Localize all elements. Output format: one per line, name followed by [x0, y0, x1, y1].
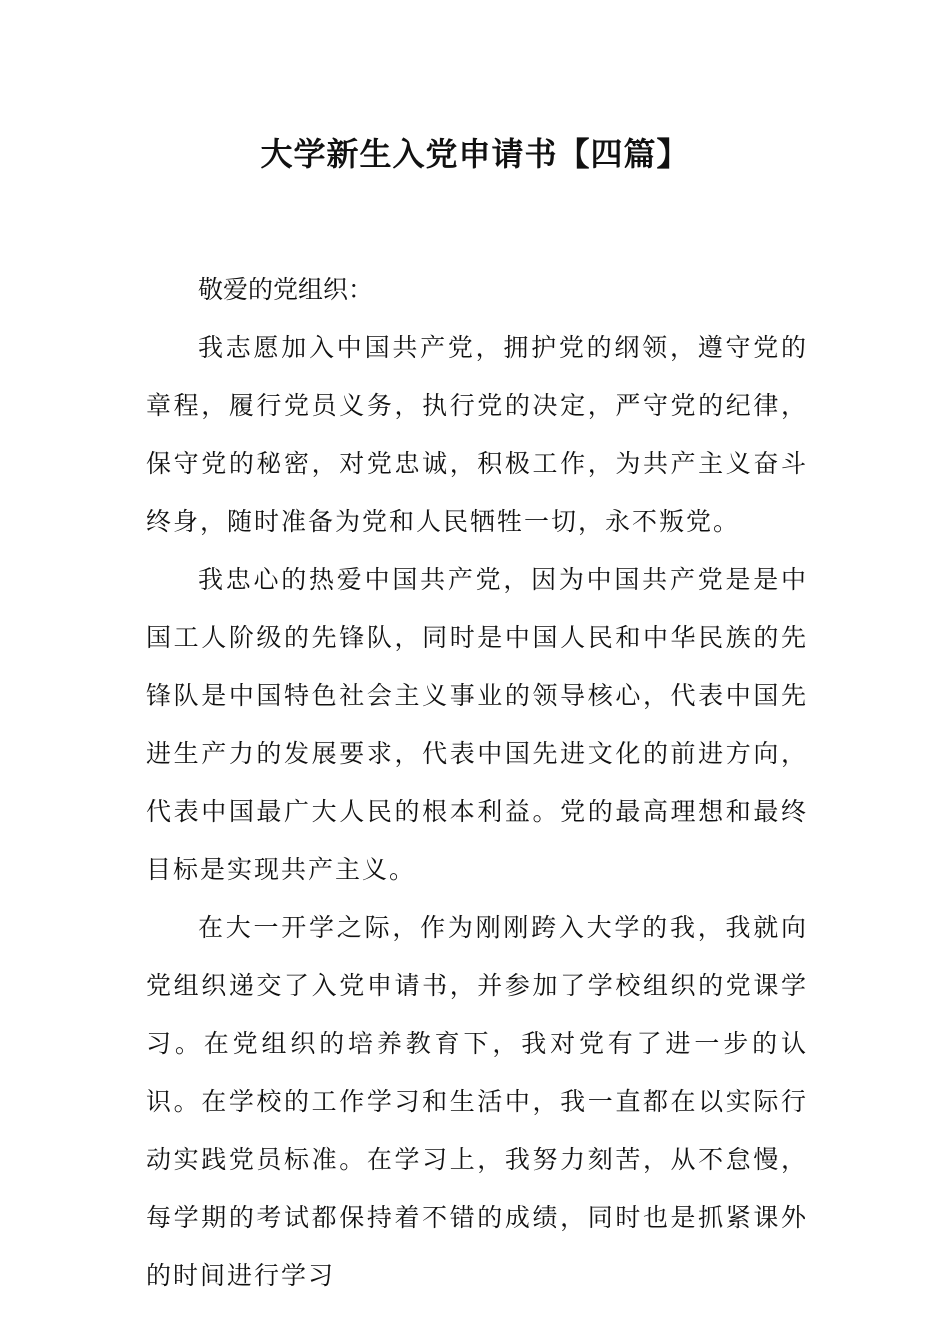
document-title: 大学新生入党申请书【四篇】: [260, 135, 690, 173]
document-body: [146, 261, 808, 1305]
paragraph-1: 我志愿加入中国共产党，拥护党的纲领，遵守党的章程，履行党员义务，执行党的决定，严守党的纪律，保守党的秘密，对党忠诚，积极工作，为共产主义奋斗终身，随时准备为党和人民牺牲一切，永不叛党。: [146, 333, 808, 536]
paragraph-3: 在大一开学之际，作为刚刚跨入大学的我，我就向党组织递交了入党申请书，并参加了学校组织的党课学习。在党组织的培养教育下，我对党有了进一步的认识。在学校的工作学习和生活中，我一直都在以实际行动实践党员标准。在学习上，我努力刻苦，从不怠慢，每学期的考试都保持着不错的成绩，同时也是抓紧课外的时间进行学习: [146, 913, 808, 1290]
salutation: 敬爱的党组织：: [198, 275, 374, 304]
paragraph-2: 我忠心的热爱中国共产党，因为中国共产党是是中国工人阶级的先锋队，同时是中国人民和中华民族的先锋队是中国特色社会主义事业的领导核心，代表中国先进生产力的发展要求，代表中国先进文化的前进方向，代表中国最广大人民的根本利益。党的最高理想和最终目标是实现共产主义。: [146, 565, 808, 884]
